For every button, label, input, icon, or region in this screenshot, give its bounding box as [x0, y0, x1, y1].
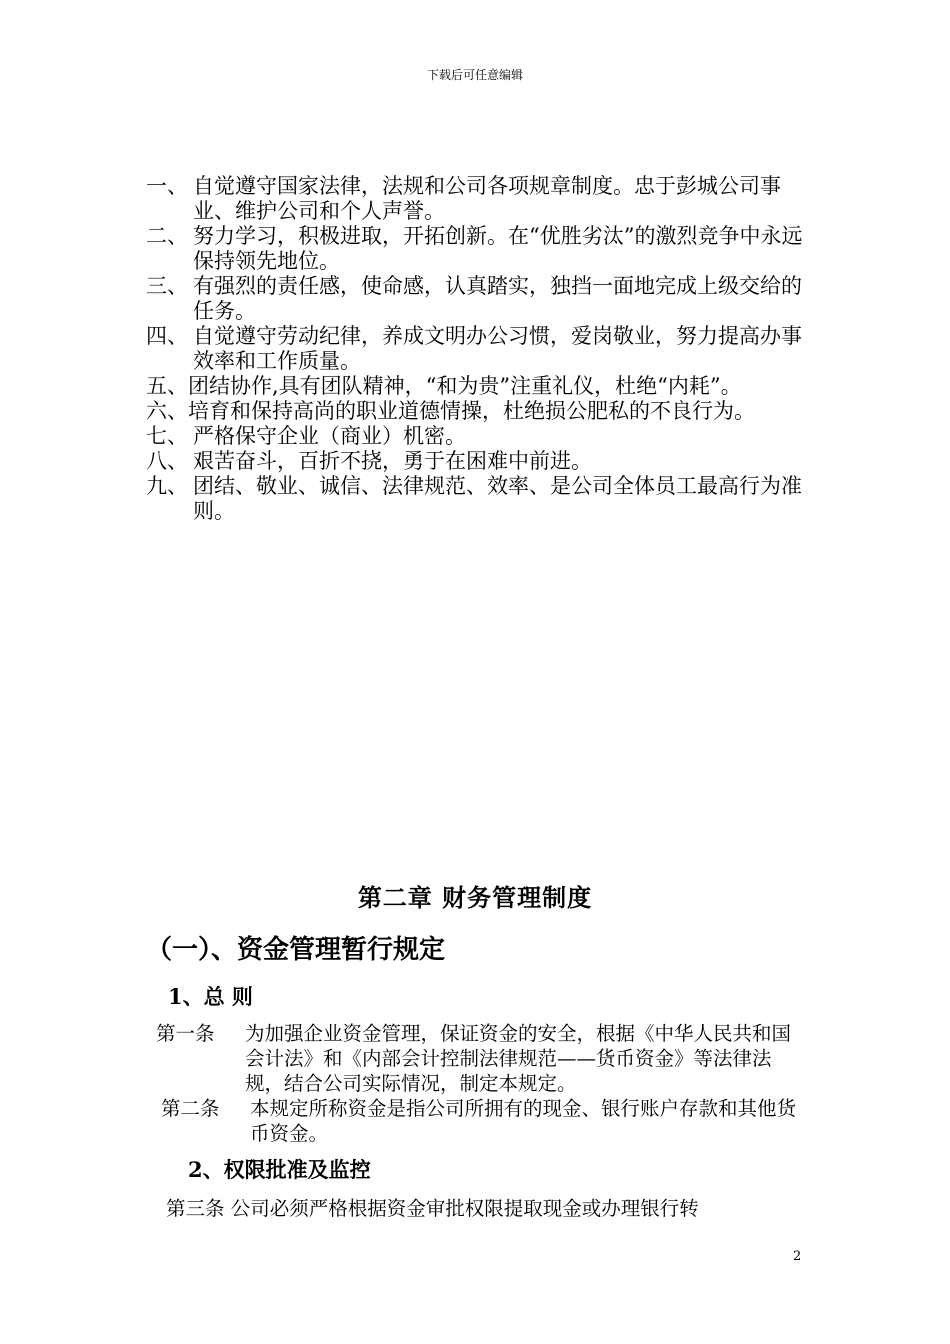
page-number: 2: [793, 1249, 802, 1264]
rule-text: 有强烈的责任感，使命感，认真踏实，独挡一面地完成上级交给的任务。: [193, 274, 802, 323]
rule-text: 团结协作,具有团队精神，“和为贵”注重礼仪，杜绝“内耗”。: [188, 374, 742, 398]
rule-number: 七、: [146, 424, 188, 448]
rule-number: 九、: [146, 474, 188, 498]
rule-item: [146, 224, 806, 274]
rule-item: [146, 424, 806, 449]
rule-text: 严格保守企业（商业）机密。: [193, 424, 466, 448]
chapter-title: 第二章 财务管理制度: [357, 883, 593, 912]
article-1: [156, 1021, 808, 1096]
rule-item: [146, 399, 806, 424]
section-title: （一）、资金管理暂行规定: [146, 935, 446, 965]
rule-item: [146, 274, 806, 324]
article-2-label: 第二条: [161, 1097, 220, 1120]
rule-text: 自觉遵守国家法律，法规和公司各项规章制度。忠于彭城公司事业、维护公司和个人声誉。: [193, 174, 781, 223]
page-header: 下载后可任意编辑: [426, 68, 523, 82]
rule-text: 努力学习，积极进取，开拓创新。在“优胜劣汰”的激烈竞争中永远保持领先地位。: [193, 224, 803, 273]
rule-number: 八、: [146, 449, 188, 473]
rule-text: 团结、敬业、诚信、法律规范、效率、是公司全体员工最高行为准则。: [193, 474, 802, 523]
article-2-text: 本规定所称资金是指公司所拥有的现金、银行账户存款和其他货币资金。: [250, 1097, 797, 1145]
rule-number: 五、: [146, 374, 188, 398]
rule-text: 艰苦奋斗，百折不挠，勇于在困难中前进。: [193, 449, 592, 473]
rule-item: [146, 449, 806, 474]
rules-list: [146, 174, 806, 524]
article-2: [161, 1096, 808, 1146]
rule-item: [146, 374, 806, 399]
rule-number: 六、: [146, 399, 188, 423]
rule-text: 自觉遵守劳动纪律，养成文明办公习惯，爱岗敬业，努力提高办事效率和工作质量。: [193, 324, 802, 373]
rule-item: [146, 174, 806, 224]
rule-text: 培育和保持高尚的职业道德情操，杜绝损公肥私的不良行为。: [188, 399, 755, 423]
subsection-approval: 2、权限批准及监控: [188, 1157, 371, 1182]
article-1-label: 第一条: [156, 1022, 215, 1045]
rule-number: 一、: [146, 174, 188, 198]
article-3-text: 公司必须严格根据资金审批权限提取现金或办理银行转: [230, 1197, 699, 1220]
article-3-label: 第三条: [166, 1197, 225, 1220]
article-1-text: 为加强企业资金管理，保证资金的安全，根据《中华人民共和国会计法》和《内部会计控制法律规范——货币资金》等法律法规，结合公司实际情况，制定本规定。: [245, 1022, 792, 1095]
article-3: [166, 1196, 806, 1221]
subsection-general: 1、总 则: [168, 984, 253, 1009]
rule-number: 四、: [146, 324, 188, 348]
rule-item: [146, 324, 806, 374]
rule-item: [146, 474, 806, 524]
rule-number: 二、: [146, 224, 188, 248]
rule-number: 三、: [146, 274, 188, 298]
